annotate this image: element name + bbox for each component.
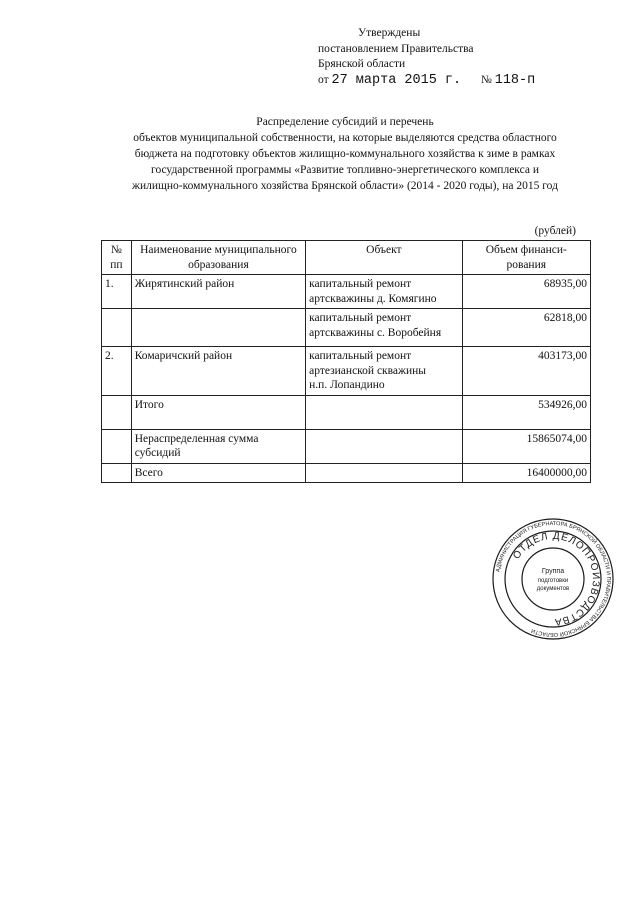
seal-outer-text: АДМИНИСТРАЦИЯ ГУБЕРНАТОРА БРЯНСКОЙ ОБЛАСТИ И ПРАВИТЕЛЬСТВА БРЯНСКОЙ ОБЛАСТИ (495, 520, 612, 638)
seal-center-line-1: Группа (541, 568, 565, 575)
row-municipality: Комаричский район (131, 347, 305, 396)
approval-date-line (318, 73, 535, 89)
row-num (102, 309, 132, 347)
approval-block (318, 26, 535, 88)
header-object: Объект (306, 241, 462, 275)
row-amount: 68935,00 (462, 275, 590, 309)
row-object: капитальный ремонт артезианской скважины н.п. Лопандино (306, 347, 462, 396)
approval-line-2: постановлением Правительства (318, 42, 474, 55)
table-row (102, 347, 591, 396)
row-object: капитальный ремонт артскважины д. Комягино (306, 275, 462, 309)
table-row (102, 309, 591, 347)
unallocated-row (102, 429, 591, 463)
unallocated-label: Нераспределенная сумма субсидий (131, 429, 305, 463)
total-amount: 534926,00 (462, 395, 590, 429)
unallocated-amount: 15865074,00 (462, 429, 590, 463)
approval-line-1: Утверждены (358, 27, 421, 39)
seal-center-line-3: документов (536, 586, 570, 592)
decree-date: 27 марта 2015 г. (331, 72, 462, 88)
row-municipality: Жирятинский район (131, 275, 305, 309)
grand-total-row (102, 463, 591, 483)
currency-unit: (рублей) (534, 225, 576, 237)
header-num: № пп (102, 241, 132, 275)
total-row (102, 395, 591, 429)
decree-number: 118-п (494, 72, 536, 88)
approval-line-3: Брянской области (318, 58, 406, 70)
row-amount: 403173,00 (462, 347, 590, 396)
table-header-row (102, 241, 591, 275)
title-line-3: бюджета на подготовку объектов жилищно-коммунального хозяйства к зиме в рамках (134, 148, 556, 160)
number-prefix: № (480, 73, 492, 86)
office-seal-stamp (492, 518, 614, 640)
row-num: 1. (102, 275, 132, 309)
header-amount: Объем финанси- рования (462, 241, 590, 275)
header-municipality: Наименование муниципального образования (131, 241, 305, 275)
title-line-4: государственной программы «Развитие топливно-энергетического комплекса и (151, 164, 539, 176)
row-num: 2. (102, 347, 132, 396)
table-row (102, 275, 591, 309)
grand-total-label: Всего (131, 463, 305, 483)
grand-total-amount: 16400000,00 (462, 463, 590, 483)
seal-center-line-2: подготовки (537, 578, 569, 584)
distribution-table (101, 240, 591, 483)
total-label: Итого (131, 395, 305, 429)
date-prefix: от (318, 73, 329, 86)
row-amount: 62818,00 (462, 309, 590, 347)
title-line-2: объектов муниципальной собственности, на которые выделяются средства областного (133, 132, 557, 144)
seal-ring-text: ОТДЕЛ ДЕЛОПРОИЗВОДСТВА (511, 530, 602, 628)
document-title (100, 114, 590, 194)
row-municipality (131, 309, 305, 347)
title-line-1: Распределение субсидий и перечень (256, 116, 434, 128)
row-object: капитальный ремонт артскважины с. Воробейня (306, 309, 462, 347)
title-line-5: жилищно-коммунального хозяйства Брянской области» (2014 - 2020 годы), на 2015 год (132, 180, 558, 192)
